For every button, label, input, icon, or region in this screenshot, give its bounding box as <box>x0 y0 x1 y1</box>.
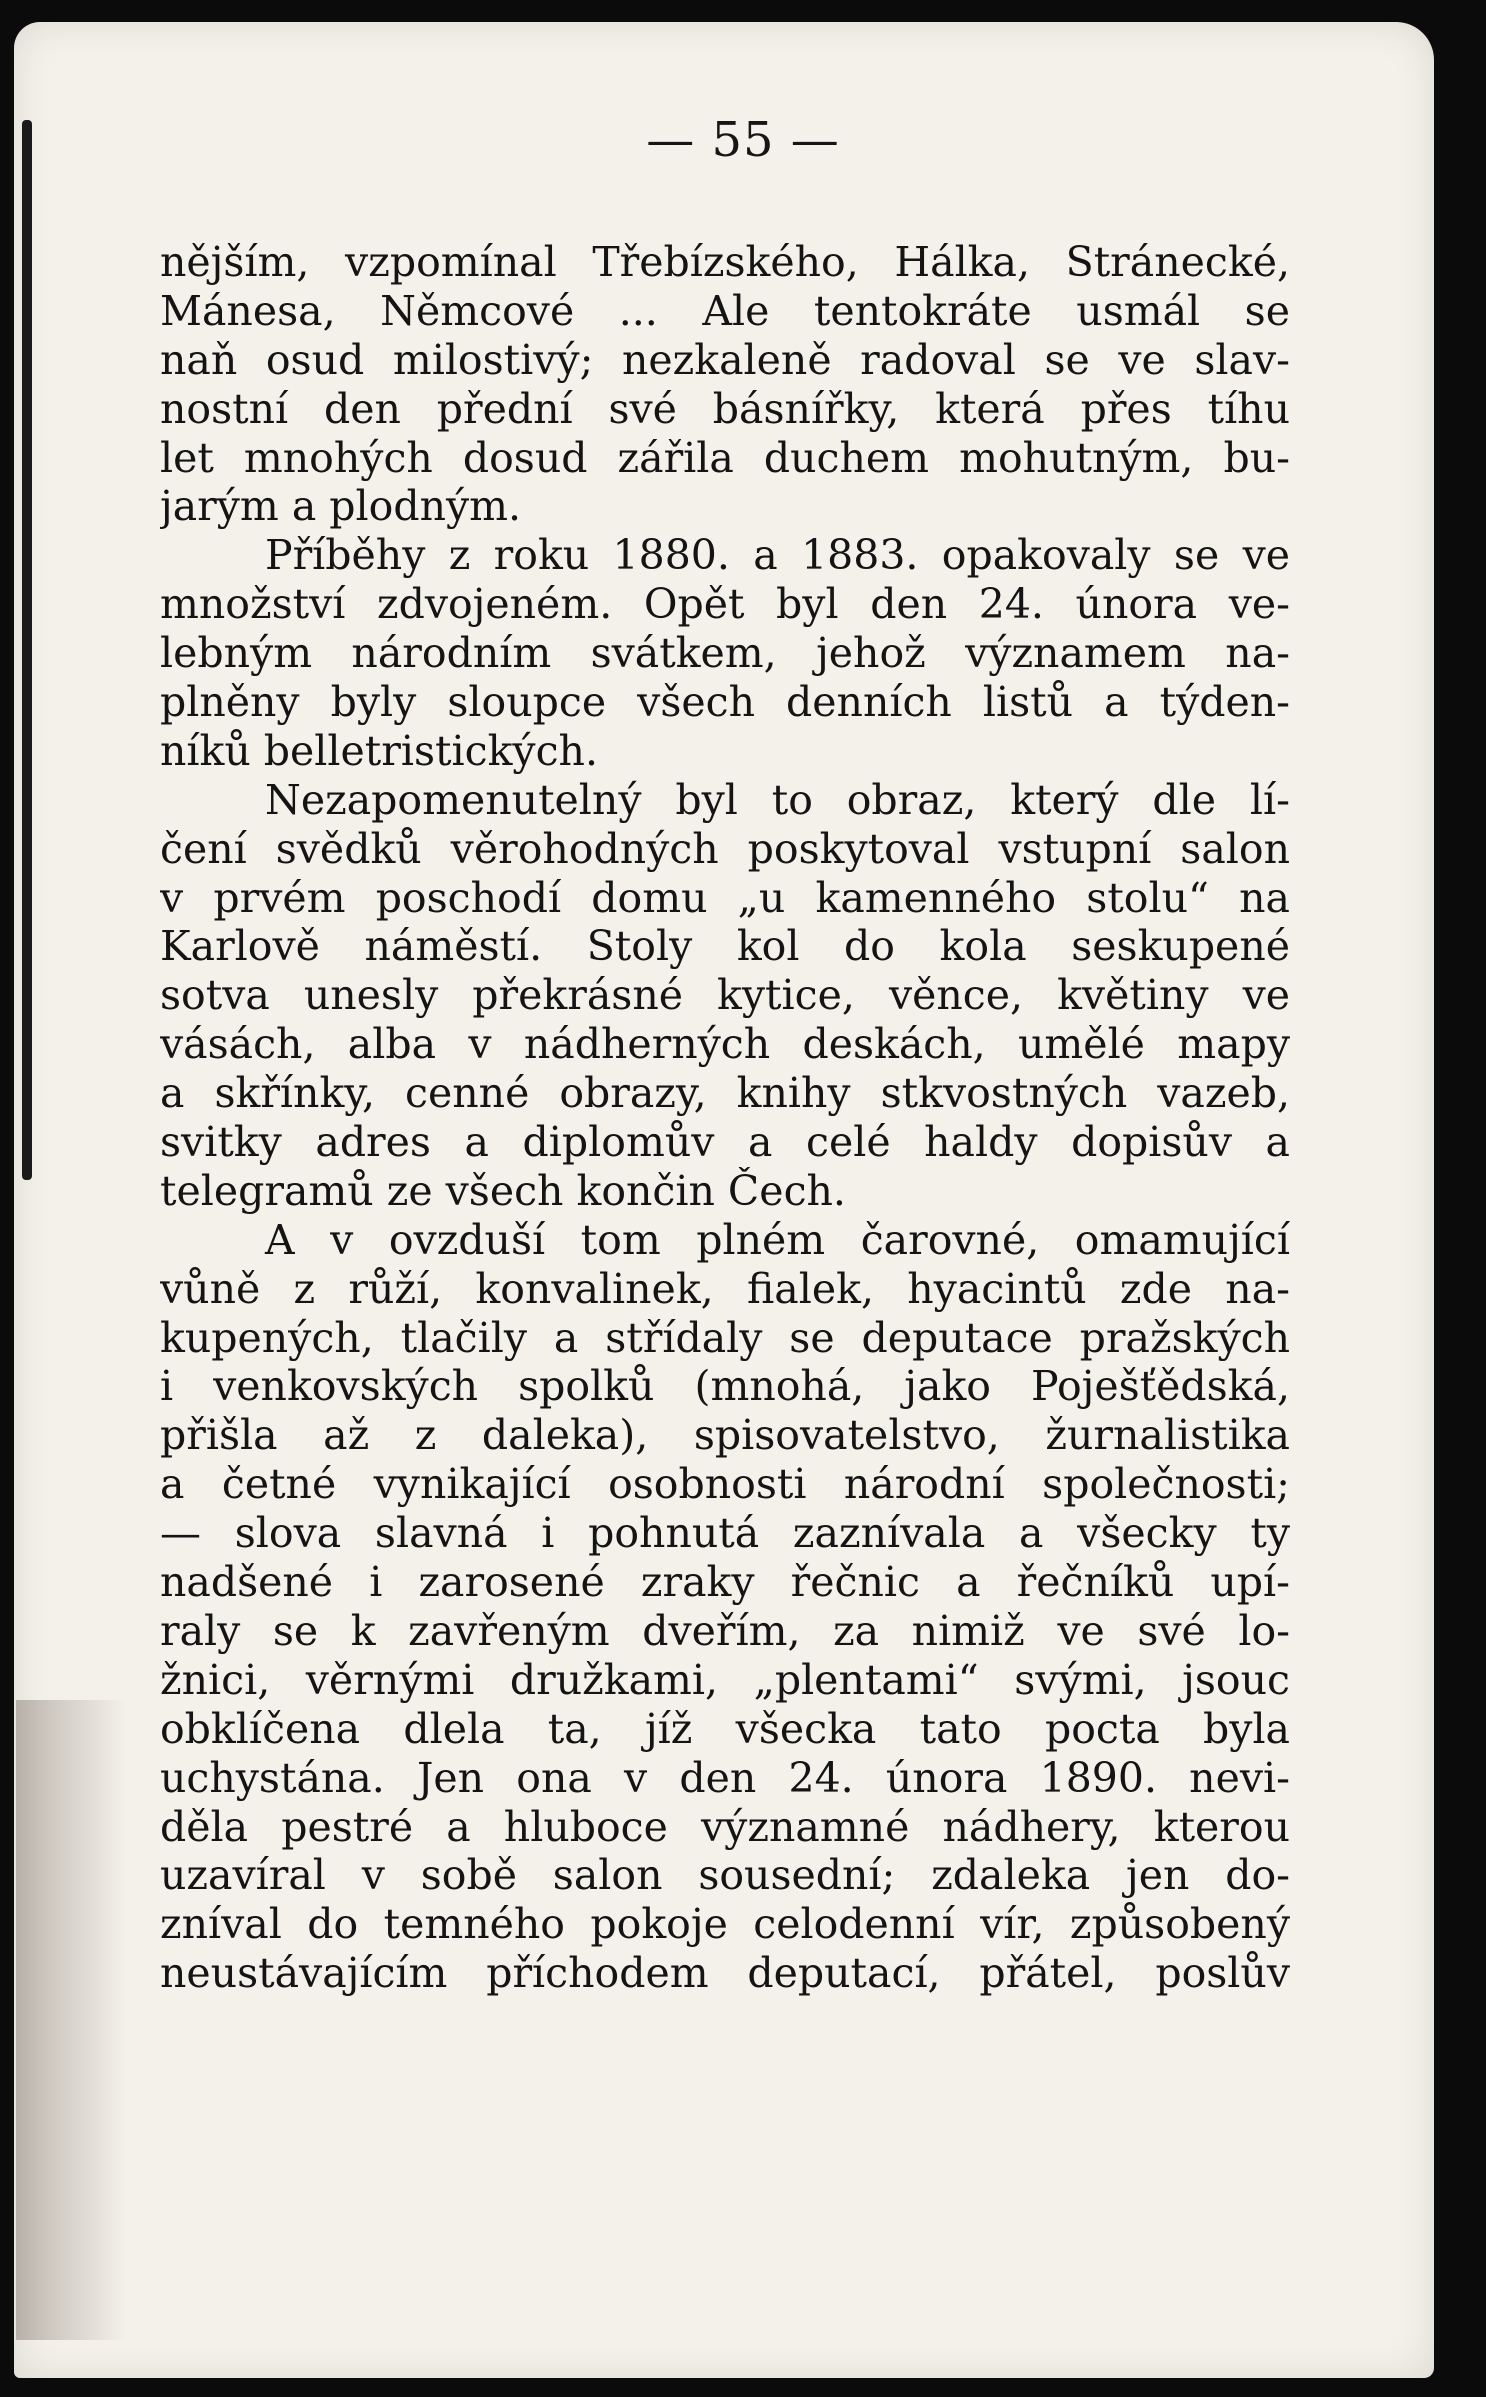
text-line: Nezapomenutelný byl to obraz, který dle lí- <box>265 775 1290 824</box>
text-line: obklíčena dlela ta, jíž všecka tato pocta byla <box>160 1704 1290 1753</box>
page-number: — 55 — <box>646 112 840 168</box>
text-line: — slova slavná i pohnutá zaznívala a všecky ty <box>160 1509 1290 1558</box>
text-line: sotva unesly překrásné kytice, věnce, květiny ve <box>160 971 1290 1020</box>
text-line: lebným národním svátkem, jehož významem na- <box>160 629 1290 678</box>
text-line: níků belletristických. <box>160 726 598 775</box>
text-line: žnici, věrnými družkami, „plentami“ svými, jsouc <box>160 1655 1290 1704</box>
text-line: nějším, vzpomínal Třebízského, Hálka, Stránecké, <box>160 238 1290 286</box>
text-line: jarým a plodným. <box>160 482 522 531</box>
text-line: děla pestré a hluboce významné nádhery, kterou <box>160 1802 1290 1851</box>
text-line: množství zdvojeném. Opět byl den 24. února ve- <box>160 580 1290 629</box>
text-line: i venkovských spolků (mnohá, jako Poješťědská, <box>160 1362 1290 1411</box>
text-line: A v ovzduší tom plném čarovné, omamující <box>265 1215 1290 1264</box>
body-text <box>160 238 1290 1998</box>
text-line: a skřínky, cenné obrazy, knihy stkvostných vazeb, <box>160 1069 1290 1118</box>
text-line: Karlově náměstí. Stoly kol do kola seskupené <box>160 922 1290 971</box>
text-line: zníval do temného pokoje celodenní vír, způsobený <box>160 1900 1290 1949</box>
text-line: nadšené i zarosené zraky řečnic a řečníků upí- <box>160 1558 1290 1607</box>
text-line: nostní den přední své básnířky, která přes tíhu <box>160 384 1290 433</box>
text-line: raly se k zavřeným dveřím, za nimiž ve své lo- <box>160 1606 1290 1655</box>
text-line: naň osud milostivý; nezkaleně radoval se ve slav- <box>160 335 1290 384</box>
text-line: přišla až z daleka), spisovatelstvo, žurnalistika <box>160 1411 1290 1460</box>
text-line: vásách, alba v nádherných deskách, umělé mapy <box>160 1020 1290 1069</box>
text-line: neustávajícím příchodem deputací, přátel, poslův <box>160 1949 1290 1998</box>
text-line: kupených, tlačily a střídaly se deputace pražských <box>160 1313 1290 1362</box>
text-line: v prvém poschodí domu „u kamenného stolu“ na <box>160 873 1290 922</box>
text-line: uchystána. Jen ona v den 24. února 1890. nevi- <box>160 1753 1290 1802</box>
text-line: a četné vynikající osobnosti národní společnosti; <box>160 1460 1290 1509</box>
text-line: plněny byly sloupce všech denních listů a týden- <box>160 678 1290 727</box>
text-line: vůně z růží, konvalinek, fialek, hyacintů zde na- <box>160 1264 1290 1313</box>
text-line: telegramů ze všech končin Čech. <box>160 1166 846 1215</box>
page-edge-wear <box>16 1700 126 2340</box>
text-line: Mánesa, Němcové ... Ale tentokráte usmál se <box>160 286 1290 335</box>
text-line: Příběhy z roku 1880. a 1883. opakovaly se ve <box>265 531 1290 580</box>
text-line: uzavíral v sobě salon sousední; zdaleka jen do- <box>160 1851 1290 1900</box>
binding-shadow <box>22 120 32 1180</box>
text-line: čení svědků věrohodných poskytoval vstupní salon <box>160 824 1290 873</box>
text-line: svitky adres a diplomův a celé haldy dopisův a <box>160 1118 1290 1167</box>
text-line: let mnohých dosud zářila duchem mohutným, bu- <box>160 433 1290 482</box>
